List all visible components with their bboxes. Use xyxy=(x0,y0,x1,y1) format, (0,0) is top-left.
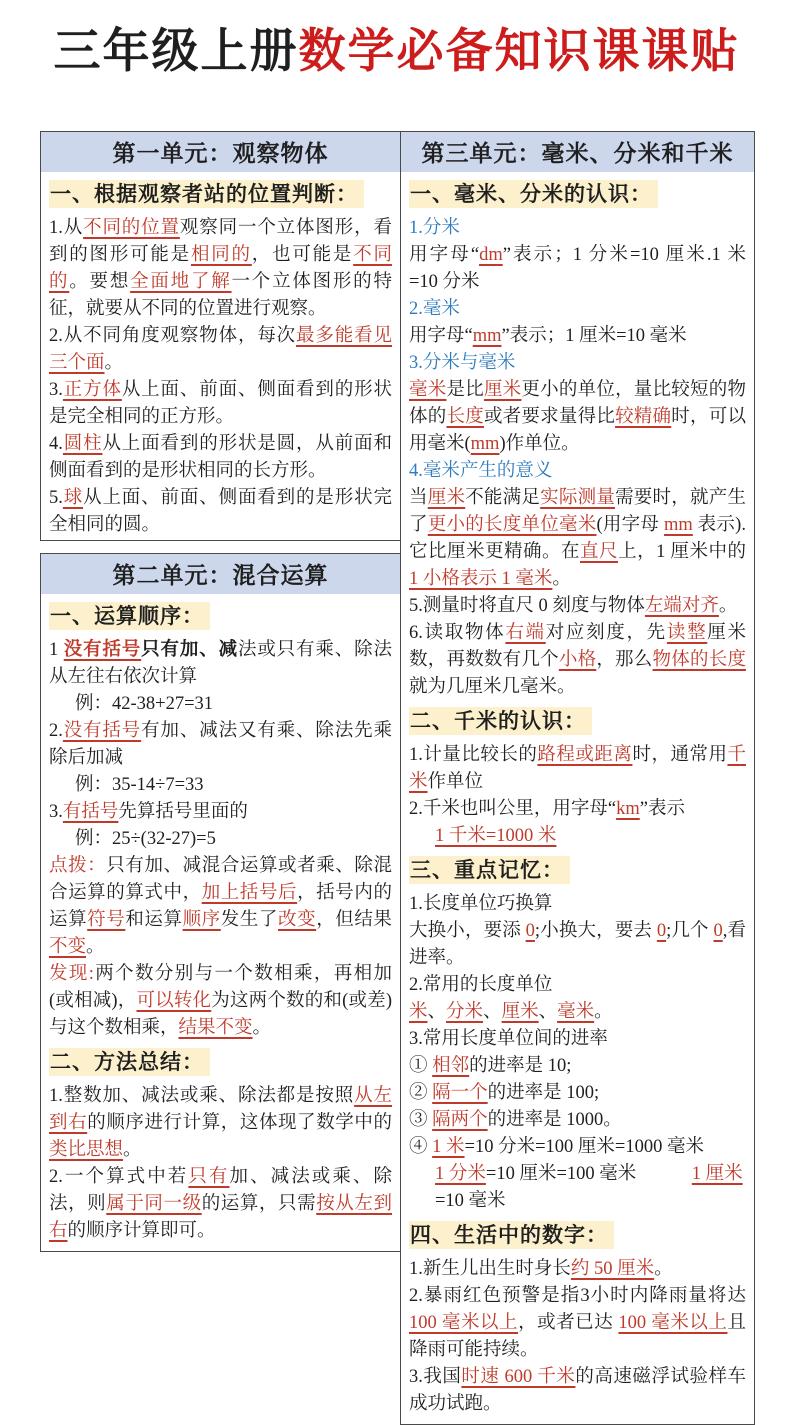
text-run: ① xyxy=(409,1056,433,1076)
highlight-term: 1 小格表示 1 毫米 xyxy=(409,569,553,589)
text-run: 2.一个算式中若 xyxy=(49,1167,189,1187)
highlight-term: 有括号 xyxy=(62,802,119,822)
text-run: 不能满足 xyxy=(465,488,541,508)
highlight-term: 可以转化 xyxy=(136,991,212,1011)
paragraph xyxy=(409,1053,746,1080)
example-line xyxy=(409,1161,746,1215)
unit-box xyxy=(40,131,400,541)
paragraph xyxy=(49,1083,392,1164)
text-run: 。 xyxy=(594,1002,613,1022)
highlight-term: 约 50 厘米 xyxy=(570,1259,655,1279)
section-heading-label xyxy=(409,707,592,735)
unit-box xyxy=(400,131,755,1425)
text-run: 、 xyxy=(538,1002,558,1022)
text-run: 3.我国 xyxy=(409,1367,462,1387)
example-line xyxy=(49,772,392,799)
text-run: (用字母 xyxy=(596,515,665,535)
paragraph xyxy=(49,799,392,826)
text-run: ”表示；1 分米=10 厘米.1 米=10 分米 xyxy=(409,245,746,292)
highlight-term: 不同的位置 xyxy=(83,218,180,238)
text-run: 。 xyxy=(654,1259,673,1279)
paragraph xyxy=(49,485,392,539)
highlight-term: 1 千米=1000 米 xyxy=(435,826,557,846)
highlight-term: 读整 xyxy=(666,623,708,643)
unit-body xyxy=(41,172,400,541)
paragraph xyxy=(49,431,392,485)
text-run: ，括号内的运算 xyxy=(49,883,392,930)
highlight-term: 按从左到右 xyxy=(49,1194,392,1241)
text-run: ： xyxy=(182,604,204,628)
text-run: 更小的单位，量比较短的物体的 xyxy=(409,380,746,427)
text-run: 4.毫米产生的意义 xyxy=(409,461,553,481)
text-run: 大换小，要添 xyxy=(409,921,526,941)
content-grid xyxy=(40,131,755,1425)
text-run: 用字母“ xyxy=(409,245,480,265)
paragraph xyxy=(409,999,746,1026)
highlight-term: 0 xyxy=(656,921,667,941)
highlight-term: 全面地了解 xyxy=(130,272,232,292)
unit-header: 第一单元：观察物体 xyxy=(41,132,400,172)
text-run: 的顺序计算即可。 xyxy=(67,1221,216,1241)
highlight-term: 1 分米 xyxy=(435,1164,486,1184)
section-heading xyxy=(49,179,392,212)
paragraph xyxy=(49,215,392,323)
text-run: 3. xyxy=(49,380,63,400)
highlight-term: 不同的 xyxy=(49,245,392,292)
text-run: 且降雨可能持续。 xyxy=(409,1313,746,1360)
text-run: 例：35-14÷7=33 xyxy=(75,775,204,795)
text-run: 从上面、前面、侧面看到的是形状完全相同的圆。 xyxy=(49,488,392,535)
paragraph xyxy=(409,593,746,620)
text-run: 作单位 xyxy=(427,772,484,792)
text-run: 一、根据观察者站的位置判断： xyxy=(50,182,358,206)
highlight-term: 只有 xyxy=(188,1167,230,1187)
highlight-term: 路程或距离 xyxy=(537,745,633,765)
highlight-term: 不变 xyxy=(49,937,87,957)
text-run: 只有加、减混合运算或者乘、除混合运算的算式中， xyxy=(49,856,392,903)
paragraph xyxy=(409,972,746,999)
text-run: 时，可以用毫米( xyxy=(409,407,746,454)
highlight-term: 毫米 xyxy=(409,380,447,400)
highlight-term: 物体的长度 xyxy=(652,650,746,670)
paragraph xyxy=(409,742,746,796)
text-run: )作单位。 xyxy=(499,434,580,454)
text-run: 发生了 xyxy=(220,910,279,930)
text-run: 例：25÷(32-27)=5 xyxy=(75,829,216,849)
paragraph xyxy=(409,796,746,823)
highlight-term: 球 xyxy=(62,488,84,508)
paragraph xyxy=(49,961,392,1042)
text-run: 一个立体图形的特征，就要从不同的位置进行观察。 xyxy=(49,272,392,319)
text-run: 3.常用长度单位间的进率 xyxy=(409,1029,608,1049)
paragraph xyxy=(409,891,746,918)
highlight-term: 0 xyxy=(713,921,723,941)
paragraph xyxy=(409,1080,746,1107)
highlight-term: 结果不变 xyxy=(178,1018,253,1038)
text-run: 2.毫米 xyxy=(409,299,460,319)
text-run: ;小换大，要去 xyxy=(534,921,657,941)
text-run: ，但结果 xyxy=(316,910,392,930)
text-run: 两个数分别与一个数相乘，再相加(或相减)， xyxy=(49,964,392,1011)
example-line xyxy=(49,691,392,718)
text-run: 就为几厘米几毫米。 xyxy=(409,677,576,697)
left-column xyxy=(40,131,400,1425)
text-run: ，那么 xyxy=(596,650,653,670)
page-title xyxy=(0,24,793,80)
page-title-red: 数学必备知识课课贴 xyxy=(298,26,740,78)
highlight-term: 属于同一级 xyxy=(106,1194,202,1214)
section-heading xyxy=(409,1220,746,1253)
text-run: 厘米数，再数数有几个 xyxy=(409,623,746,670)
text-run: 。 xyxy=(104,353,124,373)
text-run: 四、生活中的数字： xyxy=(410,1223,608,1247)
highlight-term: km xyxy=(616,799,640,819)
text-run: 的进率是 1000。 xyxy=(487,1110,622,1130)
text-run: 5. xyxy=(49,488,63,508)
text-run: =10 厘米=100 毫米 xyxy=(485,1164,637,1184)
highlight-term: 类比思想 xyxy=(49,1140,124,1160)
paragraph xyxy=(409,1364,746,1418)
text-run: 。要想 xyxy=(69,272,131,292)
section-heading xyxy=(49,1047,392,1080)
page-title-black: 三年级上册 xyxy=(53,26,299,78)
text-run: 的顺序进行计算，这体现了数学中的 xyxy=(87,1113,392,1133)
highlight-term: 加上括号后 xyxy=(201,883,298,903)
text-run: 从上面、前面、侧面看到的形状是完全相同的正方形。 xyxy=(49,380,392,427)
section-heading-label xyxy=(49,602,210,630)
highlight-term: 实际测量 xyxy=(540,488,616,508)
text-run: 上，1 厘米中的 xyxy=(618,542,746,562)
paragraph xyxy=(409,1026,746,1053)
highlight-term: 最多能看见三个面 xyxy=(49,326,392,373)
paragraph xyxy=(409,1256,746,1283)
highlight-term: 相同的 xyxy=(190,245,252,265)
highlight-term: 100 毫米以上 xyxy=(409,1313,519,1333)
paragraph xyxy=(409,620,746,701)
text-run: 或者要求量得比 xyxy=(483,407,616,427)
text-run: 时，通常用 xyxy=(632,745,728,765)
section-heading xyxy=(409,855,746,888)
text-run: 3.分米与毫米 xyxy=(409,353,516,373)
highlight-term: 长度 xyxy=(446,407,484,427)
unit-header: 第二单元：混合运算 xyxy=(41,554,400,594)
paragraph xyxy=(49,637,392,691)
text-run: 5.测量时将直尺 0 刻度与物体 xyxy=(409,596,645,616)
unit-body xyxy=(41,594,400,1251)
highlight-term: 圆柱 xyxy=(62,434,103,454)
paragraph xyxy=(409,215,746,242)
text-run: 观察同一个立体图形，看到的图形可能是 xyxy=(49,218,392,265)
text-run: 表示).它比厘米更精确。在 xyxy=(409,515,746,562)
text-run: 加、减法或乘、除法，则 xyxy=(49,1167,392,1214)
highlight-term: 改变 xyxy=(278,910,317,930)
text-run: 、 xyxy=(483,1002,502,1022)
text-run: 当 xyxy=(409,488,428,508)
text-run: 的高速磁浮试验样车成功试跑。 xyxy=(409,1367,746,1414)
text-run: 二、千米的认识： xyxy=(410,709,586,733)
highlight-term: 1 厘米 xyxy=(691,1164,743,1184)
example-line xyxy=(409,823,746,850)
paragraph xyxy=(409,323,746,350)
unit-header: 第三单元：毫米、分米和千米 xyxy=(401,132,754,172)
text-run: ② xyxy=(409,1083,433,1103)
highlight-term: 没有括号 xyxy=(62,721,142,741)
highlight-term: 正方体 xyxy=(62,380,122,400)
text-run: 2.千米也叫公里，用字母“ xyxy=(409,799,617,819)
text-run: =10 毫米 xyxy=(435,1191,506,1211)
text-run: 是比 xyxy=(446,380,484,400)
highlight-term: 1 米 xyxy=(432,1137,465,1157)
highlight-term: mm xyxy=(664,515,693,535)
text-run: 对应刻度，先 xyxy=(545,623,667,643)
paragraph xyxy=(409,242,746,296)
text-run: =10 分米=100 厘米=1000 毫米 xyxy=(464,1137,704,1157)
paragraph xyxy=(409,377,746,458)
text-run: ”表示；1 厘米=10 毫米 xyxy=(501,326,687,346)
text-run: 需要时，就产生了 xyxy=(409,488,746,535)
text-run: 二、方法总结： xyxy=(50,1050,204,1074)
text-run: 用字母“ xyxy=(409,326,473,346)
text-run: 3. xyxy=(49,802,63,822)
text-run xyxy=(636,1164,692,1184)
text-run: 1 xyxy=(49,640,64,660)
paragraph xyxy=(49,377,392,431)
text-run: 运算顺序 xyxy=(94,604,182,628)
text-run: 1.新生儿出生时身长 xyxy=(409,1259,571,1279)
paragraph xyxy=(409,918,746,972)
section-heading xyxy=(409,179,746,212)
paragraph xyxy=(409,1134,746,1161)
text-run: ,看进率。 xyxy=(409,921,746,968)
paragraph xyxy=(409,1107,746,1134)
text-run: 只有加、减 xyxy=(141,640,238,660)
section-heading-label xyxy=(49,1048,210,1076)
highlight-term: 右端 xyxy=(505,623,546,643)
highlight-term: 千米 xyxy=(409,745,746,792)
text-run: 1.整数加、减法或乘、除法都是按照 xyxy=(49,1086,355,1106)
text-run: 三、重点记忆： xyxy=(410,858,564,882)
section-heading-label xyxy=(409,180,658,208)
text-run: 法或只有乘、除法从左往右依次计算 xyxy=(49,640,392,687)
paragraph xyxy=(409,458,746,485)
text-run: 1.计量比较长的 xyxy=(409,745,538,765)
highlight-term: 符号 xyxy=(87,910,126,930)
text-run: ③ xyxy=(409,1110,433,1130)
text-run: ”表示 xyxy=(639,799,685,819)
text-run: 的进率是 10; xyxy=(469,1056,572,1076)
text-run: ;几个 xyxy=(666,921,714,941)
section-heading-label xyxy=(409,1221,614,1249)
text-run: 例：42-38+27=31 xyxy=(75,694,214,714)
section-heading xyxy=(49,601,392,634)
highlight-term: 时速 600 千米 xyxy=(461,1367,576,1387)
section-heading-label xyxy=(409,856,570,884)
highlight-term: 直尺 xyxy=(580,542,619,562)
text-run: 2.常用的长度单位 xyxy=(409,975,553,995)
unit-body xyxy=(401,172,754,1424)
text-run: ，也可能是 xyxy=(251,245,354,265)
text-run: 的进率是 100; xyxy=(487,1083,600,1103)
text-run: 。 xyxy=(252,1018,272,1038)
text-run: 6.读取物体 xyxy=(409,623,506,643)
highlight-term: 厘米 xyxy=(483,380,522,400)
highlight-term: 分米 xyxy=(446,1002,484,1022)
text-run: 和运算 xyxy=(125,910,183,930)
text-run: ④ xyxy=(409,1137,433,1157)
highlight-term: 厘米 xyxy=(427,488,466,508)
text-run: 2.从不同角度观察物体，每次 xyxy=(49,326,297,346)
text-run: 。 xyxy=(123,1140,142,1160)
highlight-term: 毫米 xyxy=(557,1002,595,1022)
highlight-term: 100 毫米以上 xyxy=(618,1313,728,1333)
text-run: 点拨： xyxy=(49,856,107,876)
unit-box xyxy=(40,553,400,1252)
section-heading xyxy=(409,706,746,739)
highlight-term: mm xyxy=(472,326,502,346)
text-run: 。 xyxy=(552,569,571,589)
paragraph xyxy=(49,718,392,772)
highlight-term: 隔一个 xyxy=(432,1083,488,1103)
text-run: 发现: xyxy=(49,964,94,984)
text-run: 有加、减法又有乘、除法先乘除后加减 xyxy=(49,721,392,768)
highlight-term: 隔两个 xyxy=(432,1110,488,1130)
text-run: 一、 xyxy=(50,604,94,628)
highlight-term: mm xyxy=(470,434,500,454)
highlight-term: 米 xyxy=(409,1002,428,1022)
text-run: 、 xyxy=(427,1002,447,1022)
text-run: 1.长度单位巧换算 xyxy=(409,894,553,914)
highlight-term: 厘米 xyxy=(501,1002,539,1022)
text-run: 2.暴雨红色预警是指3小时内降雨量将达 xyxy=(409,1286,746,1306)
text-run: 。 xyxy=(718,596,738,616)
highlight-term: 0 xyxy=(525,921,535,941)
paragraph xyxy=(409,296,746,323)
text-run: 1.从 xyxy=(49,218,84,238)
highlight-term: 小格 xyxy=(558,650,597,670)
paragraph xyxy=(49,1164,392,1245)
right-column xyxy=(400,131,755,1425)
paragraph xyxy=(409,1283,746,1364)
section-heading-label xyxy=(49,180,364,208)
paragraph xyxy=(409,485,746,593)
highlight-term: 没有括号 xyxy=(63,640,142,660)
text-run: 4. xyxy=(49,434,63,454)
highlight-term: dm xyxy=(479,245,503,265)
text-run: ，或者已达 xyxy=(518,1313,619,1333)
text-run: 2. xyxy=(49,721,63,741)
text-run: 1.分米 xyxy=(409,218,460,238)
text-run: 先算括号里面的 xyxy=(118,802,248,822)
text-run: 。 xyxy=(86,937,105,957)
text-run: 从上面看到的形状是圆，从前面和侧面看到的是形状相同的长方形。 xyxy=(49,434,392,481)
highlight-term: 从左到右 xyxy=(49,1086,392,1133)
paragraph xyxy=(409,350,746,377)
highlight-term: 相邻 xyxy=(432,1056,470,1076)
highlight-term: 较精确 xyxy=(615,407,672,427)
paragraph xyxy=(49,323,392,377)
highlight-term: 顺序 xyxy=(182,910,221,930)
example-line xyxy=(49,826,392,853)
text-run: 的运算，只需 xyxy=(201,1194,317,1214)
highlight-term: 更小的长度单位毫米 xyxy=(427,515,597,535)
paragraph xyxy=(49,853,392,961)
text-run: 一、毫米、分米的认识： xyxy=(410,182,652,206)
highlight-term: 左端对齐 xyxy=(644,596,719,616)
text-run: 为这两个数的和(或差)与这个数相乘， xyxy=(49,991,393,1038)
